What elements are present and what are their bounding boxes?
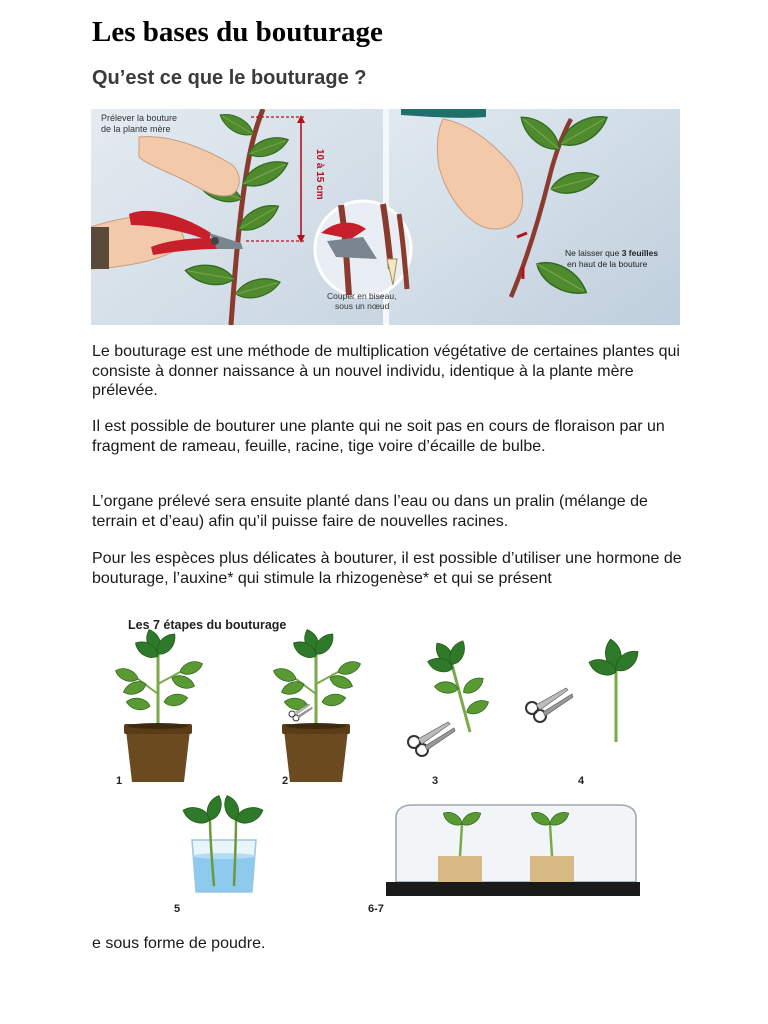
paragraph-definition: Le bouturage est une méthode de multiplication végétative de certaines plantes qui consiste à donner naissance à un nouvel individu, identique à la plante mère prélevée. — [92, 343, 680, 399]
paragraph-possibilities: Il est possible de bouturer une plante qui ne soit pas en cours de floraison par un fragment de rameau, feuille, racine, tige voire d’écaille de bulbe. — [92, 418, 665, 455]
step-1-number: 1 — [116, 775, 123, 787]
step-4-number: 4 — [578, 775, 585, 787]
section-heading: Qu’est ce que le bouturage ? — [92, 67, 367, 89]
cutting-illustration — [91, 109, 680, 325]
take-cutting-label-line1: Prélever la bouture — [101, 113, 178, 123]
step-2-number: 2 — [282, 775, 289, 787]
step-3-cutting — [420, 631, 497, 738]
step-6-7-greenhouse — [386, 805, 640, 896]
page-title: Les bases du bouturage — [92, 16, 383, 48]
steps-title: Les 7 étapes du bouturage — [128, 618, 287, 632]
leaves-label-line2: en haut de la bouture — [567, 259, 648, 269]
leaves-label-line1: Ne laisser que 3 feuilles — [565, 248, 659, 258]
scissors-icon — [408, 722, 455, 756]
step-1-plant — [114, 627, 205, 782]
seven-steps-illustration — [100, 612, 660, 917]
cut-label-line2: sous un nœud — [335, 301, 390, 311]
take-cutting-label-line2: de la plante mère — [101, 124, 171, 134]
right-panel — [389, 109, 680, 325]
scissors-icon — [526, 688, 573, 722]
paragraph-planting: L’organe prélevé sera ensuite planté dans l’eau ou dans un pralin (mélange de terrain et d’eau) afin qu’il puisse faire de nouvelles racines. — [92, 493, 648, 530]
paragraph-continuation: e sous forme de poudre. — [92, 935, 266, 952]
step-5-water-glass — [181, 793, 266, 892]
step-3-number: 3 — [432, 775, 439, 787]
paragraph-hormone: Pour les espèces plus délicates à bouturer, il est possible d’utiliser une hormone de bouturage, l’auxine* qui stimule la rhizogenèse* et qui se présent — [92, 550, 682, 587]
step-4-cutting — [587, 638, 643, 742]
step-2-plant — [272, 627, 363, 782]
step-6-7-number: 6-7 — [368, 903, 384, 915]
length-label: 10 à 15 cm — [314, 149, 325, 200]
cut-label-line1: Couper en biseau, — [327, 291, 397, 301]
step-5-number: 5 — [174, 903, 181, 915]
